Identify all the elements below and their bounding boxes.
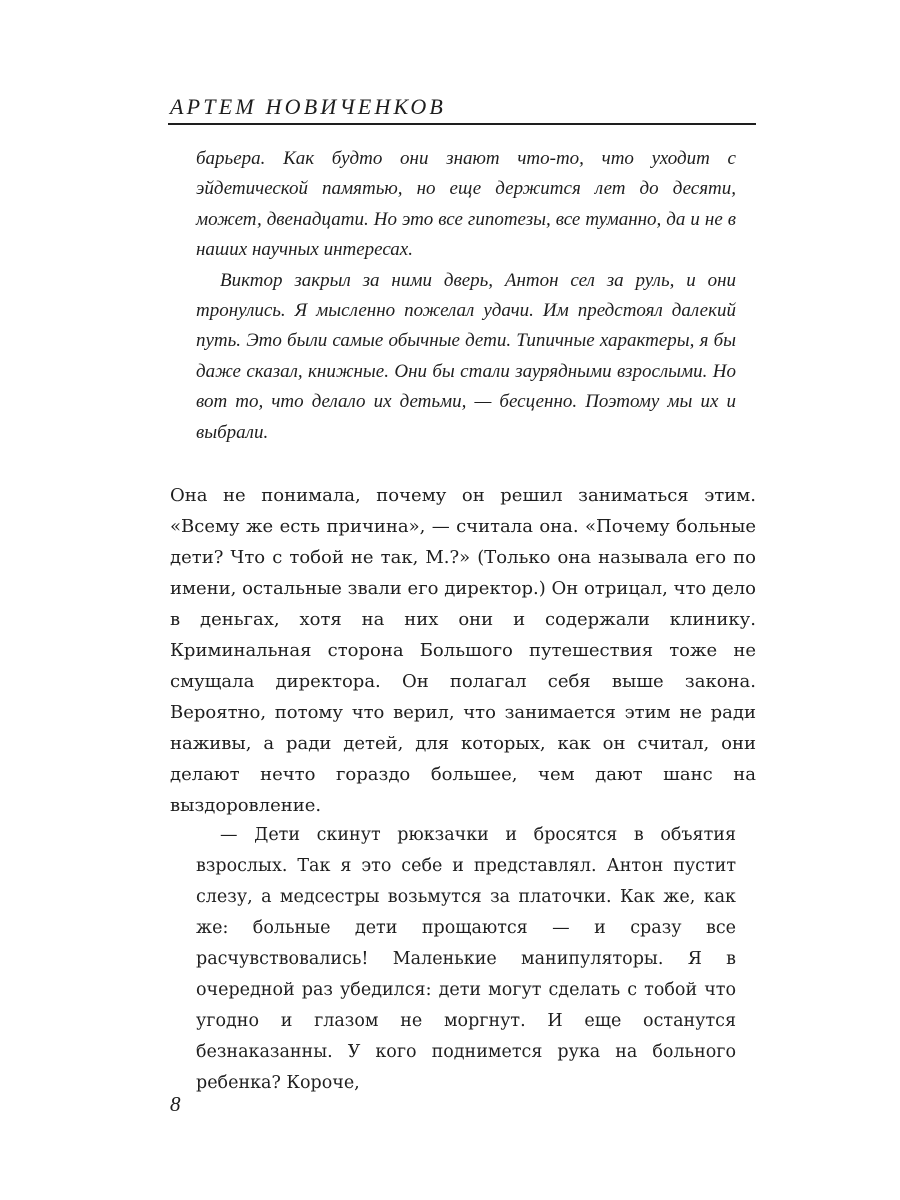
running-head-author: АРТЕМ НОВИЧЕНКОВ	[170, 94, 447, 119]
dialogue-paragraph: — Дети скинут рюкзачки и бросятся в объятия взрослых. Так я это себе и представлял. Антон пустит слезу, а медсестры возьмутся за платочки. Как же, как же: больные дети прощаются — и сразу все расчувствовались! Маленькие манипуляторы. Я в очередной раз убедился: дети могут сделать с тобой что угодно и глазом не моргнут. И еще останутся безнаказанны. У кого поднимется рука на больного ребенка? Короче,	[196, 825, 736, 1093]
main-text	[170, 480, 756, 821]
italic-paragraph-1: барьера. Как будто они знают что-то, что уходит с эйдетической памятью, но еще держится лет до десяти, может, двенадцати. Но это все гипотезы, все туманно, да и не в наших научных интересах.	[196, 148, 736, 261]
italic-paragraph-2: Виктор закрыл за ними дверь, Антон сел за руль, и они тронулись. Я мысленно пожелал удачи. Им предстоял далекий путь. Это были самые обычные дети. Типичные характеры, я бы даже сказал, книжные. Они бы стали заурядными взрослыми. Но вот то, что делало их детьми, — бесценно. Поэтому мы их и выбрали.	[196, 269, 736, 443]
dialogue-text	[196, 820, 736, 1099]
italic-excerpt	[196, 144, 736, 448]
header-rule	[168, 123, 756, 125]
main-paragraph: Она не понимала, почему он решил заниматься этим. «Всему же есть причина», — считала она. «Почему больные дети? Что с тобой не так, М.?» (Только она называла его по имени, остальные звали его директор.) Он отрицал, что дело в деньгах, хотя на них они и содержали клинику. Криминальная сторона Большого путешествия тоже не смущала директора. Он полагал себя выше закона. Вероятно, потому что верил, что занимается этим не ради наживы, а ради детей, для которых, как он считал, они делают нечто гораздо большее, чем дают шанс на выздоровление.	[170, 485, 756, 816]
page-number: 8	[170, 1092, 181, 1116]
